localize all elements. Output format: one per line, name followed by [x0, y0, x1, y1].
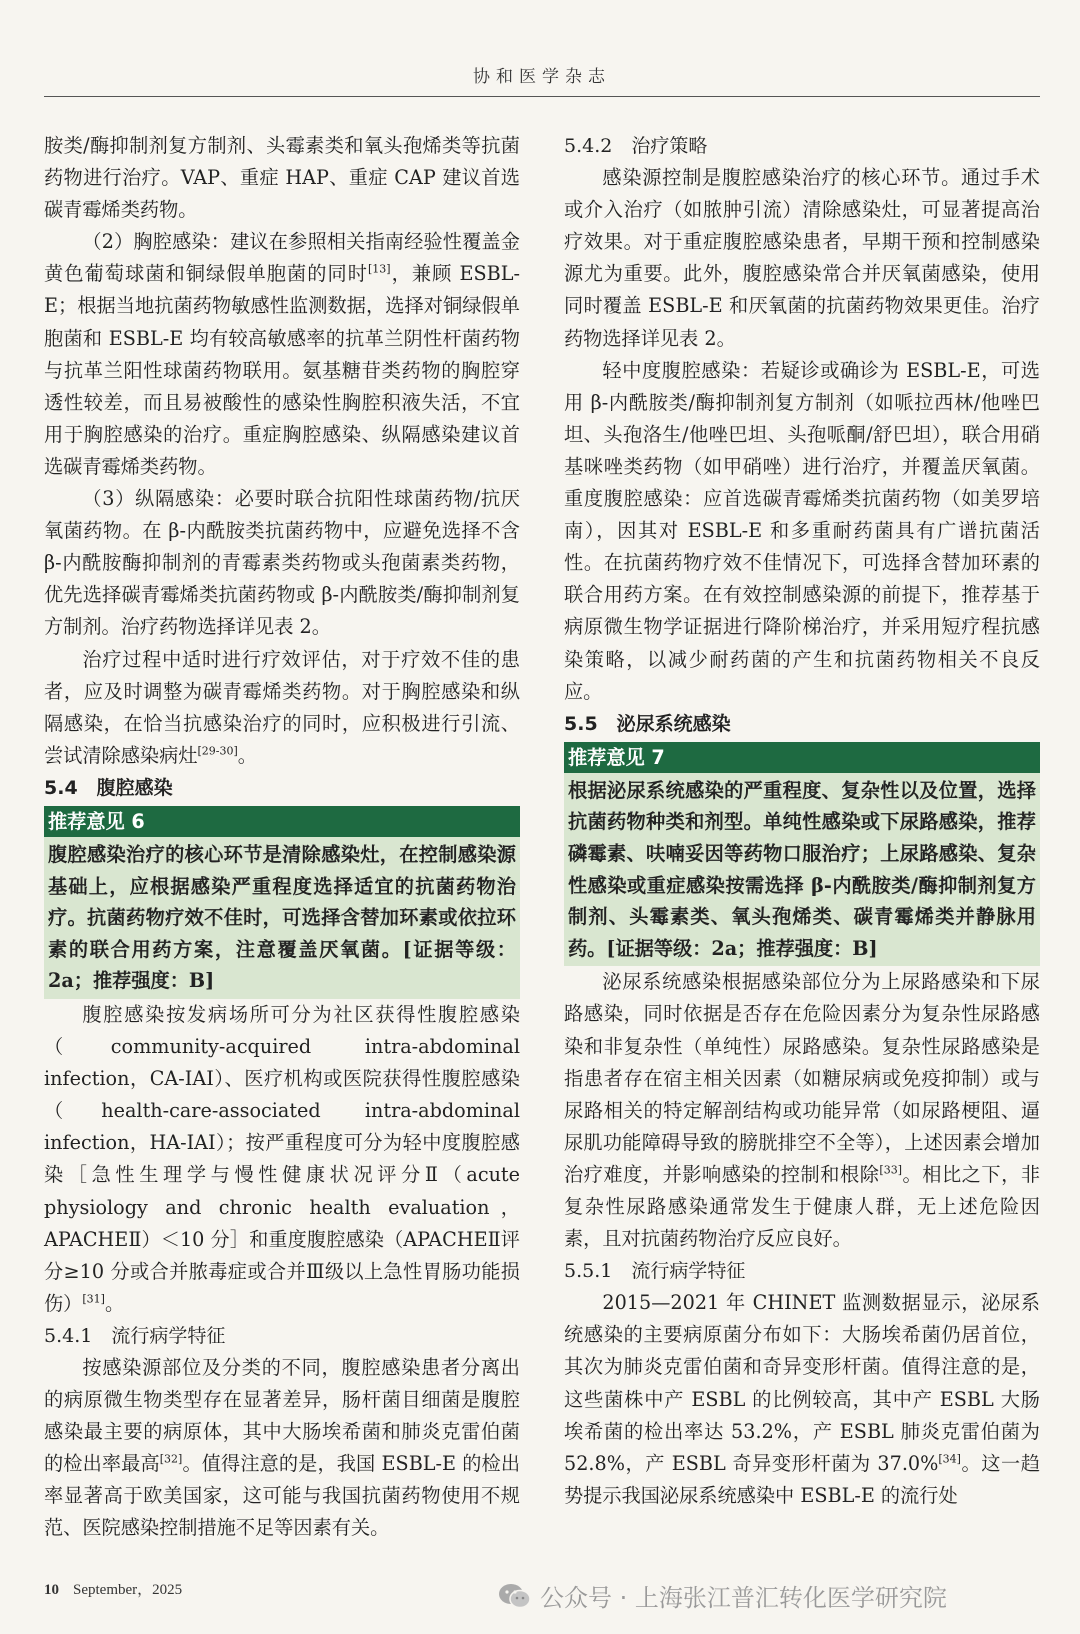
wechat-icon	[498, 1582, 532, 1610]
citation: [32]	[159, 1452, 183, 1466]
citation: [31]	[82, 1292, 105, 1306]
recommendation-header: 推荐意见 7	[564, 742, 1040, 773]
paragraph: 腹腔感染按发病场所可分为社区获得性腹腔感染（community-acquired intra-abdominal infection，CA-IAI）、医疗机构或医院获得性腹腔感染（health-care-associated intra-abdominal infection，HA-IAI）；按严重程度可分为轻中度腹腔感染［急性生理学与慢性健康状况评分Ⅱ（acute physiology and chronic health evaluation，APACHEⅡ）＜10 分］和重度腹腔感染（APACHEⅡ评分≥10 分或合并脓毒症或合并Ⅲ级以上急性胃肠功能损伤）[31]。	[44, 1002, 520, 1315]
watermark	[498, 1578, 947, 1613]
paragraph: 泌尿系统感染根据感染部位分为上尿路感染和下尿路感染，同时依据是否存在危险因素分为复杂性尿路感染和非复杂性（单纯性）尿路感染。复杂性尿路感染是指患者存在宿主相关因素（如糖尿病或免疫抑制）或与尿路相关的特定解剖结构或功能异常（如尿路梗阻、逼尿肌功能障碍导致的膀胱排空不全等），上述因素会增加治疗难度，并影响感染的控制和根除[33]。相比之下，非复杂性尿路感染通常发生于健康人群，无上述危险因素，且对抗菌药物治疗反应良好。	[564, 970, 1041, 1251]
page-footer	[44, 1578, 182, 1599]
right-column	[564, 130, 1040, 1512]
subsection-heading: 5.4.1 流行病学特征	[44, 1324, 226, 1347]
subsection-heading: 5.5.1 流行病学特征	[564, 1260, 746, 1283]
section-heading: 5.5 泌尿系统感染	[564, 712, 731, 735]
recommendation-header: 推荐意见 6	[44, 806, 520, 837]
page-number: 10	[44, 1582, 59, 1598]
paragraph: 胺类/酶抑制剂复方制剂、头霉素类和氧头孢烯类等抗菌药物进行治疗。VAP、重症 HAP、重症 CAP 建议首选碳青霉烯类药物。	[44, 134, 520, 222]
recommendation-body: 根据泌尿系统感染的严重程度、复杂性以及位置，选择抗菌药物种类和剂型。单纯性感染或下尿路感染，推荐磷霉素、呋喃妥因等药物口服治疗；上尿路感染、复杂性感染或重症感染按需选择 β-内酰胺类/酶抑制剂复方制剂、头霉素类、氧头孢烯类、碳青霉烯类并静脉用药。[证据等级：2a；推荐强度：B]	[564, 773, 1040, 967]
left-column	[44, 130, 520, 1545]
paragraph: 治疗过程中适时进行疗效评估，对于疗效不佳的患者，应及时调整为碳青霉烯类药物。对于胸腔感染和纵隔感染，在恰当抗感染治疗的同时，应积极进行引流、尝试清除感染病灶[29-30]。	[44, 647, 520, 767]
paragraph: 按感染源部位及分类的不同，腹腔感染患者分离出的病原微生物类型存在显著差异，肠杆菌目细菌是腹腔感染最主要的病原体，其中大肠埃希菌和肺炎克雷伯菌的检出率最高[32]。值得注意的是，我国 ESBL-E 的检出率显著高于欧美国家，这可能与我国抗菌药物使用不规范、医院感染控制措施不足等因素有关。	[44, 1355, 521, 1540]
citation: [33]	[879, 1163, 903, 1177]
journal-header: 协和医学杂志	[473, 67, 611, 87]
subsection-heading: 5.4.2 治疗策略	[564, 135, 708, 157]
watermark-text: 公众号 · 上海张江普汇转化医学研究院	[540, 1584, 947, 1612]
citation: [34]	[938, 1452, 961, 1466]
paragraph: （3）纵隔感染：必要时联合抗阳性球菌药物/抗厌氧菌药物。在 β-内酰胺类抗菌药物中，应避免选择不含 β-内酰胺酶抑制剂的青霉素类药物或头孢菌素类药物，优先选择碳青霉烯类抗菌药物或 β-内酰胺类/酶抑制剂复方制剂。治疗药物选择详见表 2。	[44, 487, 520, 639]
section-heading: 5.4 腹腔感染	[44, 776, 173, 799]
paragraph: （2）胸腔感染：建议在参照相关指南经验性覆盖金黄色葡萄球菌和铜绿假单胞菌的同时[13]，兼顾 ESBL-E；根据当地抗菌药物敏感性监测数据，选择对铜绿假单胞菌和 ESBL-E 均有较高敏感率的抗革兰阴性杆菌药物与抗革兰阳性球菌药物联用。氨基糖苷类药物的胸腔穿透性较差，而且易被酸性的感染性胸腔积液失活，不宜用于胸腔感染的治疗。重症胸腔感染、纵隔感染建议首选碳青霉烯类药物。	[44, 230, 521, 478]
paragraph: 2015—2021 年 CHINET 监测数据显示，泌尿系统感染的主要病原菌分布如下：大肠埃希菌仍居首位，其次为肺炎克雷伯菌和奇异变形杆菌。值得注意的是，这些菌株中产 ESBL 的比例较高，其中产 ESBL 大肠埃希菌的检出率达 53.2%，产 ESBL 肺炎克雷伯菌为 52.8%，产 ESBL 奇异变形杆菌为 37.0%[34]。这一趋势提示我国泌尿系统感染中 ESBL-E 的流行处	[564, 1291, 1041, 1507]
header-rule	[44, 96, 1040, 97]
issue-date: September，2025	[73, 1582, 183, 1598]
paragraph: 轻中度腹腔感染：若疑诊或确诊为 ESBL-E，可选用 β-内酰胺类/酶抑制剂复方制剂（如哌拉西林/他唑巴坦、头孢洛生/他唑巴坦、头孢哌酮/舒巴坦），联合用硝基咪唑类药物（如甲硝唑）进行治疗，并覆盖厌氧菌。重度腹腔感染：应首选碳青霉烯类抗菌药物（如美罗培南），因其对 ESBL-E 和多重耐药菌具有广谱抗菌活性。在抗菌药物疗效不佳情况下，可选择含替加环素的联合用药方案。在有效控制感染源的前提下，推荐基于病原微生物学证据进行降阶梯治疗，并采用短疗程抗感染策略，以减少耐药菌的产生和抗菌药物相关不良反应。	[564, 358, 1040, 703]
citation: [29-30]	[197, 744, 238, 758]
recommendation-body: 腹腔感染治疗的核心环节是清除感染灶，在控制感染源基础上，应根据感染严重程度选择适宜的抗菌药物治疗。抗菌药物疗效不佳时，可选择含替加环素或依拉环素的联合用药方案，注意覆盖厌氧菌。[证据等级：2a；推荐强度：B]	[44, 837, 520, 999]
citation: [13]	[367, 262, 391, 276]
paragraph: 感染源控制是腹腔感染治疗的核心环节。通过手术或介入治疗（如脓肿引流）清除感染灶，可显著提高治疗效果。对于重症腹腔感染患者，早期干预和控制感染源尤为重要。此外，腹腔感染常合并厌氧菌感染，使用同时覆盖 ESBL-E 和厌氧菌的抗菌药物效果更佳。治疗药物选择详见表 2。	[564, 166, 1040, 350]
